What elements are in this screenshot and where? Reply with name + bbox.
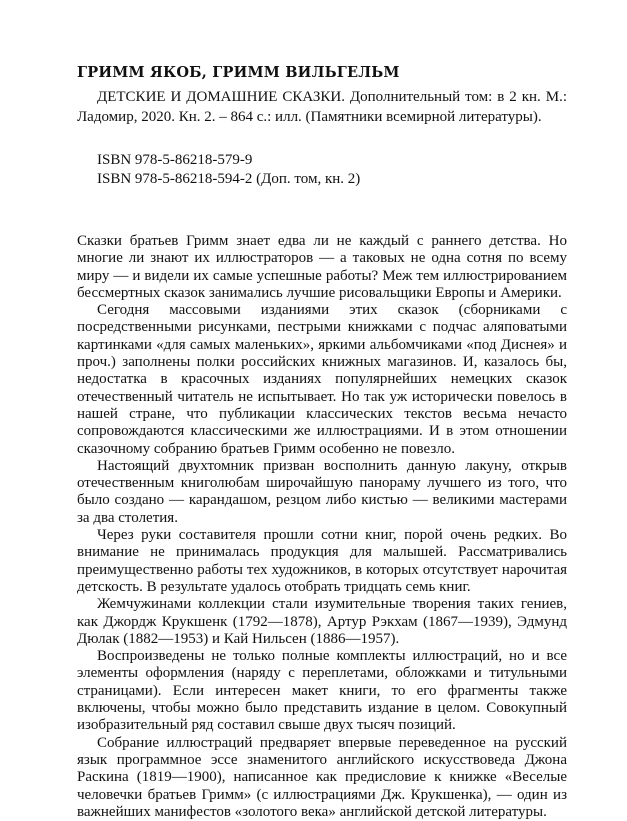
isbn-line: ISBN 978-5-86218-579-9: [97, 152, 253, 168]
bibliographic-record: ДЕТСКИЕ И ДОМАШНИЕ СКАЗКИ. Дополнительный том: в 2 кн. М.: Ладомир, 2020. Кн. 2. – 864 с.: илл. (Памятники всемирной литературы).: [77, 89, 567, 125]
isbn-line: ISBN 978-5-86218-594-2 (Доп. том, кн. 2): [97, 171, 361, 187]
paragraph: Через руки составителя прошли сотни книг, порой очень редких. Во внимание не принималась продукция для малышей. Рассматривались преимущественно работы тех художников, в которых отсутствует нарочитая детскость. В результате удалось отобрать тридцать семь книг.: [77, 527, 567, 595]
paragraph: Настоящий двухтомник призван восполнить данную лакуну, открыв отечественным книголюбам широчайшую панораму лучшего из того, что было создано — карандашом, резцом либо кистью — великими мастерами за два столетия.: [77, 457, 567, 526]
paragraph: Сказки братьев Гримм знает едва ли не каждый с раннего детства. Но многие ли знают их иллюстраторов — а таковых не одна сотня по всему миру — и видели их самые успешные работы? Меж тем иллюстрированием бессмертных сказок занимались лучшие рисовальщики Европы и Америки.: [77, 233, 567, 301]
review-body: [77, 233, 567, 821]
paragraph: Воспроизведены не только полные комплекты иллюстраций, но и все элементы оформления (наряду с переплетами, обложками и титульными страницами). Если интересен макет книги, то его фрагменты также включены, чтобы можно было представить издание в целом. Совокупный изобразительный ряд составил свыше двух тысяч позиций.: [77, 648, 567, 734]
book-authors-heading: ГРИММ ЯКОБ, ГРИММ ВИЛЬГЕЛЬМ: [77, 64, 400, 81]
paragraph: Сегодня массовыми изданиями этих сказок (сборниками с посредственными рисунками, пестрыми книжками с подчас аляповатыми картинками «для самых маленьких», яркими альбомчиками «под Диснея» и проч.) заполнены полки российских книжных магазинов. И, казалось бы, недостатка в красочных изданиях популярнейших немецких сказок отечественный читатель не испытывает. Но так уж исторически повелось в нашей стране, что публикации классических текстов весьма нечасто сопровождаются классическими же иллюстрациями. И в этом отношении сказочному собранию братьев Гримм особенно не повезло.: [77, 302, 567, 457]
review-page: [77, 64, 567, 821]
paragraph: Жемчужинами коллекции стали изумительные творения таких гениев, как Джордж Крукшенк (1792—1878), Артур Рэкхам (1867—1939), Эдмунд Дюлак (1882—1953) и Кай Нильсен (1886—1957).: [77, 596, 567, 647]
paragraph: Собрание иллюстраций предваряет впервые переведенное на русский язык программное эссе знаменитого английского искусствоведа Джона Раскина (1819—1900), написанное как предисловие к книжке «Веселые человечки братьев Гримм» (с иллюстрациями Дж. Крукшенка), — один из важнейших манифестов «золотого века» английской детской литературы.: [77, 734, 567, 820]
isbn-list: [97, 151, 567, 189]
